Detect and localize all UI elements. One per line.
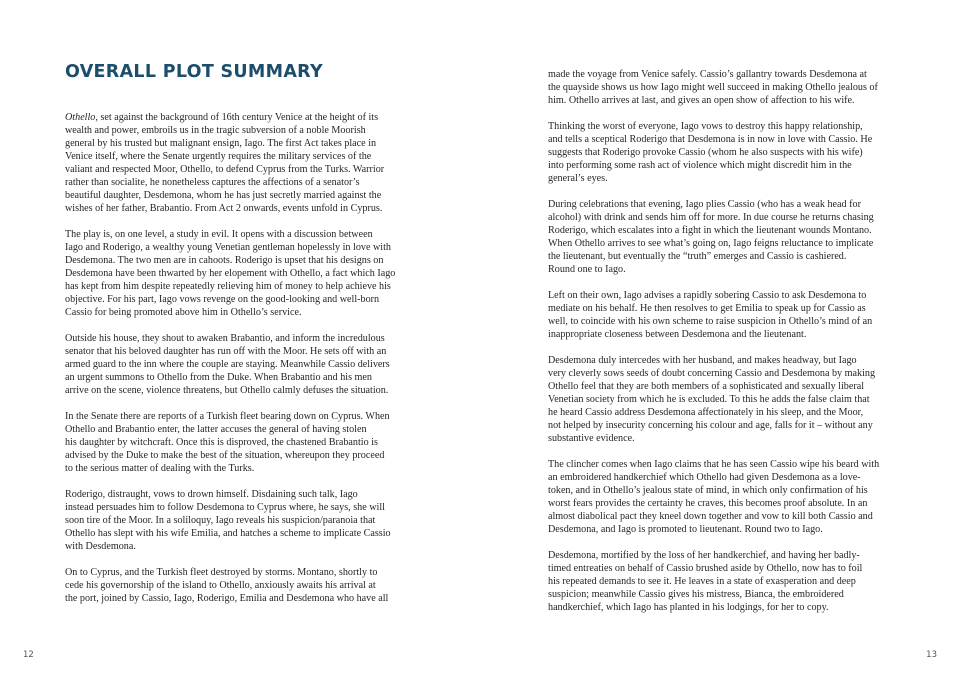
body-paragraph (548, 68, 900, 107)
body-paragraph (548, 549, 900, 614)
text-line: inappropriate closeness between Desdemona and the lieutenant. (548, 329, 807, 340)
left-text-column (65, 111, 410, 618)
page-number-right: 13 (926, 650, 937, 660)
text-line: handkerchief, which Iago has planted in his lodgings, for her to copy. (548, 602, 829, 613)
text-line: his daughter by witchcraft. Once this is disproved, the chastened Brabantio is (65, 437, 378, 448)
text-line: an embroidered handkerchief which Othello had given Desdemona as a love- (548, 472, 861, 483)
text-line: to the serious matter of dealing with the Turks. (65, 463, 255, 474)
text-line: into performing some rash act of violence which might discredit him in the (548, 160, 852, 171)
body-paragraph (548, 289, 900, 341)
text-line: the lieutenant, but eventually the “truth” emerges and Cassio is cashiered. (548, 251, 847, 262)
text-line: Roderigo, which escalates into a fight in which the lieutenant wounds Montano. (548, 225, 872, 236)
text-line: suggests that Roderigo provoke Cassio (whom he also suspects with his wife) (548, 147, 863, 158)
text-line: timed entreaties on behalf of Cassio brushed aside by Othello, now has to foil (548, 563, 863, 574)
text-run: set against the background of 16th century Venice at the height of its (97, 112, 379, 123)
text-line: objective. For his part, Iago vows revenge on the good-looking and well-born (65, 294, 380, 305)
text-line: armed guard to the inn where the couple are staying. Meanwhile Cassio delivers (65, 359, 390, 370)
body-paragraph (548, 120, 900, 185)
text-line: Othello feel that they are both members of a sophisticated and sexually liberal (548, 381, 865, 392)
text-line: wealth and power, embroils us in the tragic subversion of a noble Moorish (65, 125, 366, 136)
text-line: The clincher comes when Iago claims that he has seen Cassio wipe his beard with (548, 459, 880, 470)
text-line: very cleverly sows seeds of doubt concerning Cassio and Desdemona by making (548, 368, 876, 379)
text-line: him. Othello arrives at last, and gives an open show of affection to his wife. (548, 95, 855, 106)
text-line: The play is, on one level, a study in evil. It opens with a discussion between (65, 229, 373, 240)
text-line: On to Cyprus, and the Turkish fleet destroyed by storms. Montano, shortly to (65, 567, 378, 578)
right-page (480, 0, 960, 681)
text-line (65, 111, 410, 124)
body-paragraph (65, 566, 410, 605)
text-line: Round one to Iago. (548, 264, 626, 275)
text-line: suspicion; meanwhile Cassio gives his mistress, Bianca, the embroidered (548, 589, 844, 600)
text-line: Cassio for being promoted above him in Othello’s service. (65, 307, 302, 318)
text-line: Left on their own, Iago advises a rapidly sobering Cassio to ask Desdemona to (548, 290, 867, 301)
text-line: Desdemona. The two men are in cahoots. Roderigo is upset that his designs on (65, 255, 384, 266)
text-line: Othello and Brabantio enter, the latter accuses the general of having stolen (65, 424, 367, 435)
text-line: During celebrations that evening, Iago plies Cassio (who has a weak head for (548, 199, 861, 210)
text-line: and tells a sceptical Roderigo that Desdemona is in now in love with Cassio. He (548, 134, 873, 145)
body-paragraph (548, 458, 900, 536)
text-line: worst fears provides the certainty he craves, this becomes proof absolute. In an (548, 498, 868, 509)
body-paragraph (548, 198, 900, 276)
text-line: Thinking the worst of everyone, Iago vows to destroy this happy relationship, (548, 121, 863, 132)
body-paragraph (65, 228, 410, 319)
text-line: rather than socialite, he nonetheless captures the affections of a senator’s (65, 177, 360, 188)
text-line: almost diabolical pact they kneel down together and vow to kill both Cassio and (548, 511, 873, 522)
italic-play-title: Othello, (65, 112, 98, 123)
text-line: soon tire of the Moor. In a soliloquy, Iago reveals his suspicion/paranoia that (65, 515, 376, 526)
text-line: he heard Cassio address Desdemona affectionately in his sleep, and the Moor, (548, 407, 864, 418)
text-line: Roderigo, distraught, vows to drown himself. Disdaining such talk, Iago (65, 489, 358, 500)
text-line: general by his trusted but malignant ensign, Iago. The first Act takes place in (65, 138, 377, 149)
text-line: alcohol) with drink and sends him off for more. In due course he returns chasing (548, 212, 874, 223)
text-line: made the voyage from Venice safely. Cassio’s gallantry towards Desdemona at (548, 69, 867, 80)
text-line: wishes of her father, Brabantio. From Act 2 onwards, events unfold in Cyprus. (65, 203, 383, 214)
text-line: general’s eyes. (548, 173, 608, 184)
text-line: well, to coincide with his own scheme to raise suspicion in Othello’s mind of an (548, 316, 873, 327)
text-line: valiant and respected Moor, Othello, to defend Cyprus from the Turks. Warrior (65, 164, 385, 175)
text-line: Desdemona duly intercedes with her husband, and makes headway, but Iago (548, 355, 857, 366)
page-title: OVERALL PLOT SUMMARY (65, 62, 323, 82)
text-line: his repeated demands to see it. He leaves in a state of exasperation and deep (548, 576, 856, 587)
text-line: token, and in Othello’s jealous state of mind, in which only confirmation of his (548, 485, 868, 496)
body-paragraph (65, 488, 410, 553)
text-line: the port, joined by Cassio, Iago, Roderigo, Emilia and Desdemona who have all (65, 593, 389, 604)
text-line: In the Senate there are reports of a Turkish fleet bearing down on Cyprus. When (65, 411, 390, 422)
text-line: arrive on the scene, violence threatens, but Othello calmly defuses the situation. (65, 385, 389, 396)
text-line: Desdemona, and Iago is promoted to lieutenant. Round two to Iago. (548, 524, 823, 535)
text-line: the quayside shows us how Iago might well succeed in making Othello jealous of (548, 82, 878, 93)
text-line: Venetian society from which he is excluded. To this he adds the false claim that (548, 394, 870, 405)
text-line: an urgent summons to Othello from the Duke. When Brabantio and his men (65, 372, 372, 383)
text-line: mediate on his behalf. He then resolves to get Emilia to speak up for Cassio as (548, 303, 866, 314)
text-line: Venice itself, where the Senate urgently requires the military services of the (65, 151, 372, 162)
text-line: When Othello arrives to see what’s going on, Iago feigns reluctance to implicate (548, 238, 874, 249)
text-line: Outside his house, they shout to awaken Brabantio, and inform the incredulous (65, 333, 385, 344)
text-line: Desdemona have been thwarted by her elopement with Othello, a fact which Iago (65, 268, 396, 279)
body-paragraph (65, 410, 410, 475)
text-line: instead persuades him to follow Desdemona to Cyprus where, he says, she will (65, 502, 386, 513)
text-line: substantive evidence. (548, 433, 635, 444)
text-line: Iago and Roderigo, a wealthy young Venetian gentleman hopelessly in love with (65, 242, 391, 253)
right-text-column (548, 68, 900, 627)
body-paragraph (65, 111, 410, 215)
text-line: has kept from him despite repeatedly relieving him of money to help achieve his (65, 281, 391, 292)
text-line: senator that his beloved daughter has run off with the Moor. He sets off with an (65, 346, 387, 357)
text-line: beautiful daughter, Desdemona, whom he has just secretly married against the (65, 190, 382, 201)
text-line: Desdemona, mortified by the loss of her handkerchief, and having her badly- (548, 550, 860, 561)
body-paragraph (65, 332, 410, 397)
text-line: cede his governorship of the island to Othello, anxiously awaits his arrival at (65, 580, 376, 591)
body-paragraph (548, 354, 900, 445)
page-number-left: 12 (23, 650, 34, 660)
text-line: advised by the Duke to make the best of the situation, whereupon they proceed (65, 450, 385, 461)
text-line: Othello has slept with his wife Emilia, and hatches a scheme to implicate Cassio (65, 528, 391, 539)
text-line: with Desdemona. (65, 541, 136, 552)
text-line: not helped by insecurity concerning his colour and age, falls for it – without any (548, 420, 873, 431)
